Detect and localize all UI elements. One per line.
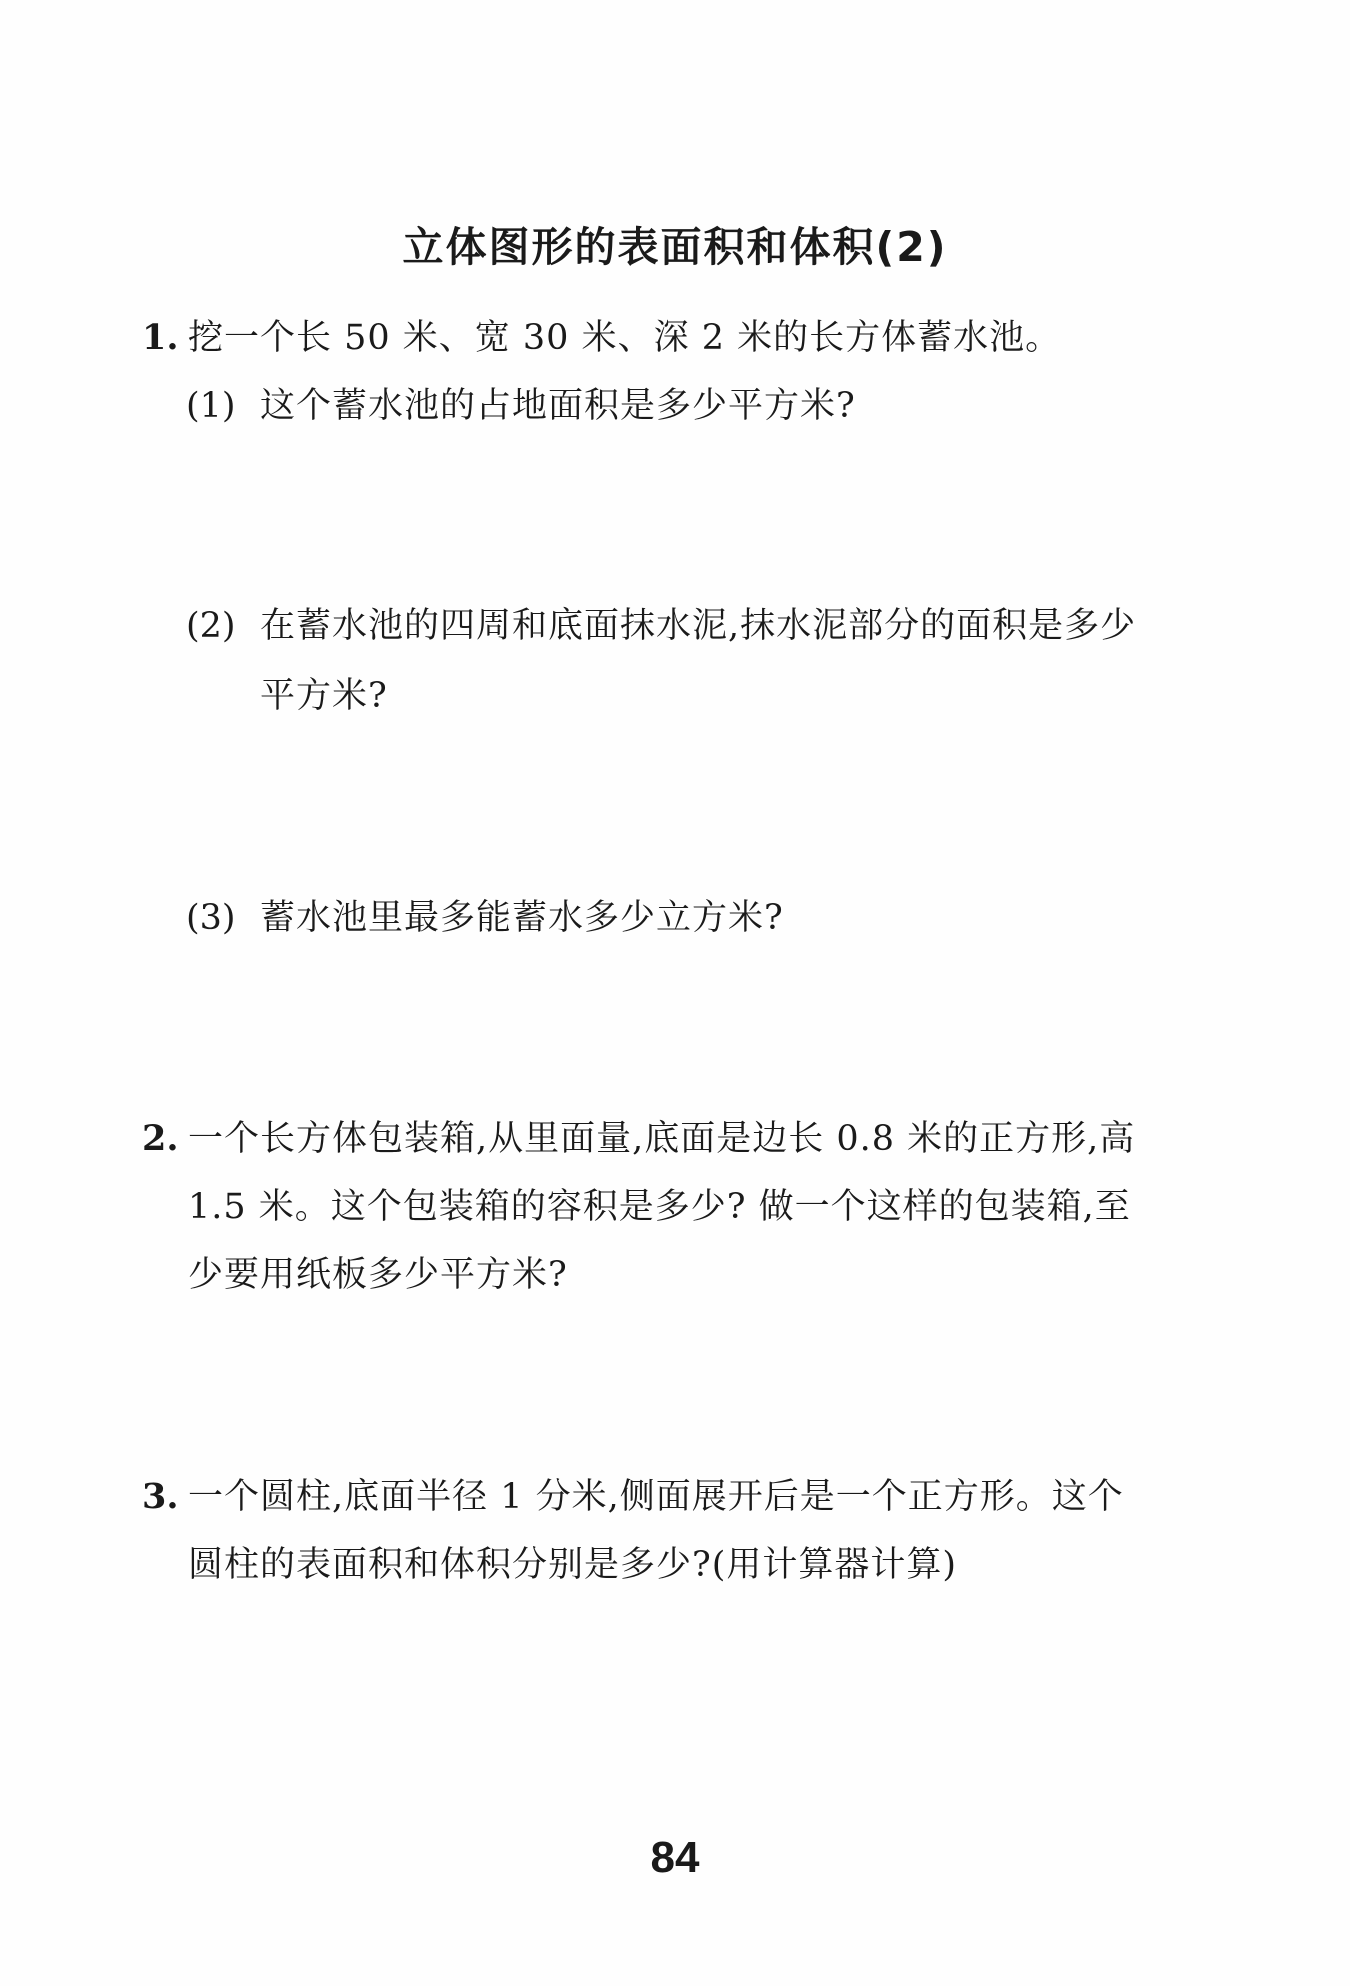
question-1-part-1-label: (1) (186, 386, 236, 426)
question-1-part-2-label: (2) (186, 606, 236, 646)
question-2-text-line-2: 1.5 米。这个包装箱的容积是多少? 做一个这样的包装箱,至 (188, 1187, 1131, 1227)
question-2-text-line-1: 一个长方体包装箱,从里面量,底面是边长 0.8 米的正方形,高 (188, 1119, 1136, 1159)
question-1-part-2-text-line-2: 平方米? (260, 676, 388, 716)
question-3-text-line-2: 圆柱的表面积和体积分别是多少?(用计算器计算) (188, 1545, 958, 1585)
question-1-part-2-text-line-1: 在蓄水池的四周和底面抹水泥,抹水泥部分的面积是多少 (260, 606, 1137, 646)
page-title: 立体图形的表面积和体积(2) (402, 223, 948, 271)
question-3-number: 3. (142, 1476, 179, 1517)
question-1-part-3-text: 蓄水池里最多能蓄水多少立方米? (260, 898, 784, 938)
question-1-part-1-text: 这个蓄水池的占地面积是多少平方米? (260, 386, 856, 426)
question-1-part-3-label: (3) (186, 898, 236, 938)
question-2-number: 2. (142, 1118, 179, 1159)
page-number: 84 (650, 1833, 700, 1882)
question-2-text-line-3: 少要用纸板多少平方米? (188, 1255, 568, 1295)
question-1-text: 挖一个长 50 米、宽 30 米、深 2 米的长方体蓄水池。 (188, 318, 1062, 358)
question-3-text-line-1: 一个圆柱,底面半径 1 分米,侧面展开后是一个正方形。这个 (188, 1477, 1124, 1517)
question-1-number: 1. (142, 317, 179, 358)
